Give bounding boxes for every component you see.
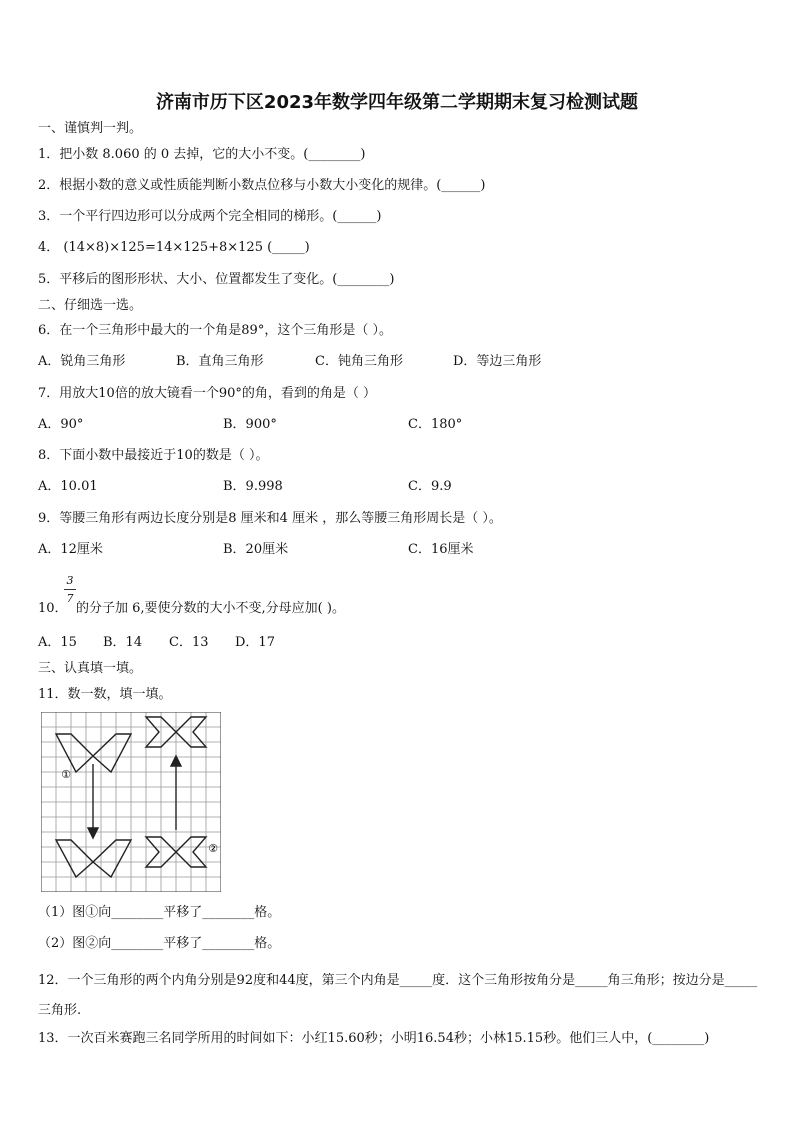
option-c: C．180° <box>408 417 463 432</box>
question-10-options <box>38 634 738 652</box>
figure-1-bottom <box>56 840 131 877</box>
question-7-options <box>38 416 738 434</box>
option-c: C．钝角三角形 <box>315 354 403 369</box>
question-10-number: 10． <box>38 601 68 616</box>
section-heading-1: 一、谨慎判一判。 <box>38 121 143 136</box>
option-a: A．15 <box>38 635 77 650</box>
question-2: 2．根据小数的意义或性质能判断小数点位移与小数大小变化的规律。(______) <box>38 178 486 193</box>
option-b: B．9.998 <box>223 479 283 494</box>
option-a: A．12厘米 <box>38 542 103 557</box>
figure-label-2: ② <box>208 842 218 855</box>
question-8-options <box>38 478 738 496</box>
grid-svg <box>41 712 221 892</box>
fraction-denominator: 7 <box>66 592 74 605</box>
section-heading-2: 二、仔细选一选。 <box>38 298 143 313</box>
option-c: C．13 <box>169 635 209 650</box>
option-b: B．14 <box>103 635 143 650</box>
translation-grid-figure <box>41 712 221 892</box>
section-heading-3: 三、认真填一填。 <box>38 661 143 676</box>
question-6-options <box>38 353 738 371</box>
question-11: 11．数一数，填一填。 <box>38 687 172 702</box>
question-10: 的分子加 6,要使分数的大小不变,分母应加( )。 <box>76 601 345 616</box>
option-b: B．20厘米 <box>223 542 289 557</box>
question-3: 3．一个平行四边形可以分成两个完全相同的梯形。(______) <box>38 209 382 224</box>
question-5: 5．平移后的图形形状、大小、位置都发生了变化。(________) <box>38 272 395 287</box>
fraction-numerator: 3 <box>66 574 74 587</box>
option-b: B．直角三角形 <box>176 354 264 369</box>
question-6: 6．在一个三角形中最大的一个角是89°，这个三角形是（ ）。 <box>38 323 392 338</box>
option-d: D．等边三角形 <box>453 354 542 369</box>
option-d: D．17 <box>235 635 275 650</box>
option-a: A．锐角三角形 <box>38 354 126 369</box>
question-12: 12．一个三角形的两个内角分别是92度和44度，第三个内角是_____度．这个三角形按角分是_____角三角形；按边分是_____三角形. <box>38 973 758 1018</box>
option-a: A．10.01 <box>38 479 98 494</box>
page-title: 济南市历下区2023年数学四年级第二学期期末复习检测试题 <box>155 92 639 113</box>
question-11-sub-2: （2）图②向________平移了________格。 <box>38 936 281 951</box>
option-a: A．90° <box>38 417 84 432</box>
option-c: C．16厘米 <box>408 542 474 557</box>
question-1: 1．把小数 8.060 的 0 去掉，它的大小不变。(________) <box>38 147 366 162</box>
question-8: 8．下面小数中最接近于10的数是（ ）。 <box>38 448 269 463</box>
question-11-sub-1: （1）图①向________平移了________格。 <box>38 905 281 920</box>
fraction-bar <box>64 589 76 590</box>
arrow-up-icon <box>171 756 181 830</box>
figure-label-1: ① <box>61 768 71 781</box>
question-9-options <box>38 541 738 559</box>
option-b: B．900° <box>223 417 277 432</box>
question-7: 7．用放大10倍的放大镜看一个90°的角，看到的角是（ ） <box>38 386 376 401</box>
option-c: C．9.9 <box>408 479 452 494</box>
question-9: 9．等腰三角形有两边长度分别是8 厘米和4 厘米 ，那么等腰三角形周长是（ ）。 <box>38 511 502 526</box>
arrow-down-icon <box>88 764 98 838</box>
question-4: 4． (14×8)×125=14×125+8×125 (_____) <box>38 240 310 255</box>
question-13: 13．一次百米赛跑三名同学所用的时间如下：小红15.60秒；小明16.54秒；小林15.15秒。他们三人中，(________) <box>38 1031 710 1046</box>
grid-lines <box>41 712 221 892</box>
